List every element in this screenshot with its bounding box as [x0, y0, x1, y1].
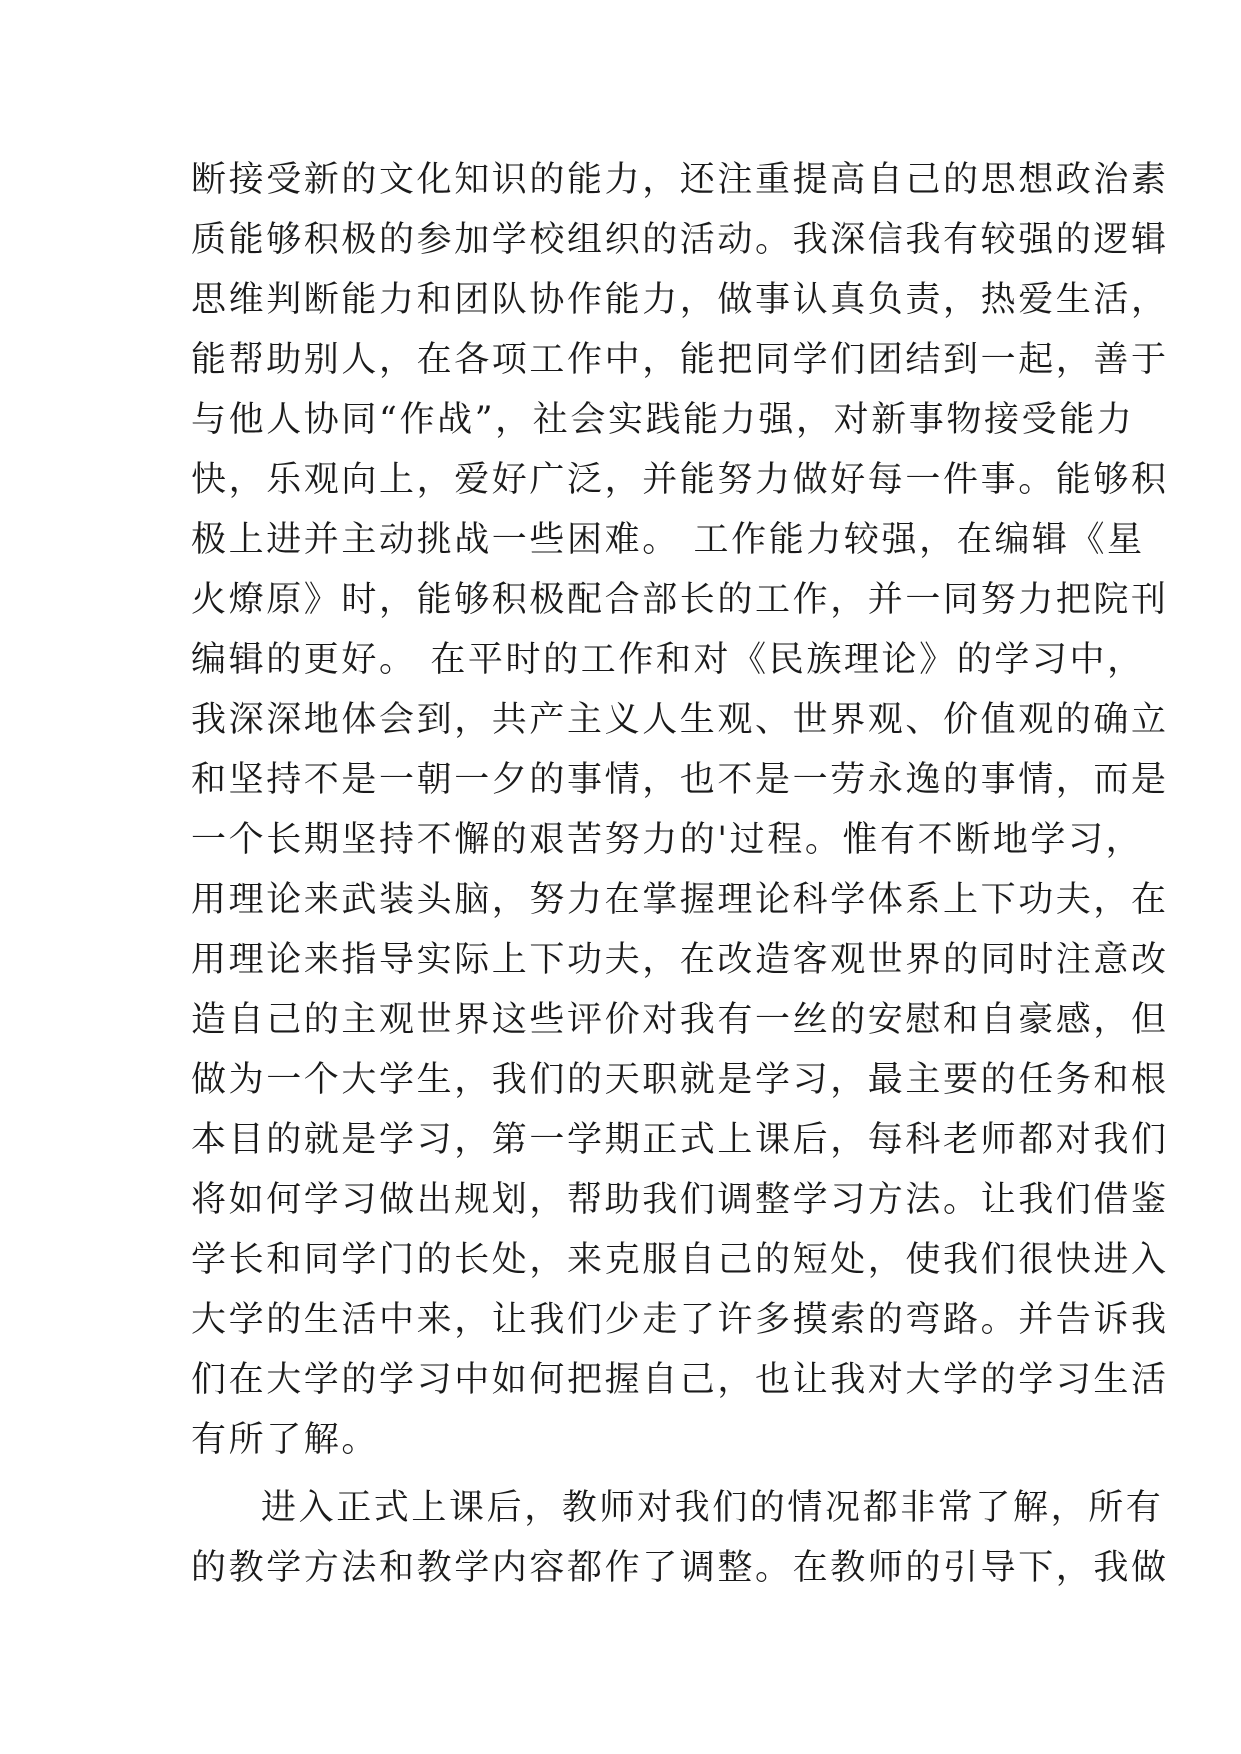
paragraph-1-line-8: 火燎原》时，能够积极配合部长的工作，并一同努力把院刊	[191, 580, 1169, 620]
paragraph-1-line-16: 做为一个大学生，我们的天职就是学习，最主要的任务和根	[191, 1060, 1169, 1100]
paragraph-1-line-6: 快，乐观向上，爱好广泛，并能努力做好每一件事。能够积	[191, 460, 1169, 500]
paragraph-1-line-15: 造自己的主观世界这些评价对我有一丝的安慰和自豪感，但	[191, 1000, 1169, 1040]
paragraph-1-line-20: 大学的生活中来，让我们少走了许多摸索的弯路。并告诉我	[191, 1300, 1169, 1340]
paragraph-1-line-11: 和坚持不是一朝一夕的事情，也不是一劳永逸的事情，而是	[191, 760, 1169, 800]
paragraph-1-line-10: 我深深地体会到，共产主义人生观、世界观、价值观的确立	[191, 700, 1169, 740]
paragraph-1-line-3: 思维判断能力和团队协作能力，做事认真负责，热爱生活，	[191, 280, 1169, 320]
paragraph-2-line-2: 的教学方法和教学内容都作了调整。在教师的引导下，我做	[191, 1548, 1169, 1588]
paragraph-1-line-17: 本目的就是学习，第一学期正式上课后，每科老师都对我们	[191, 1120, 1169, 1160]
paragraph-1-line-4: 能帮助别人，在各项工作中，能把同学们团结到一起，善于	[191, 340, 1169, 380]
paragraph-1-line-7: 极上进并主动挑战一些困难。 工作能力较强，在编辑《星	[191, 520, 1145, 560]
paragraph-1-line-18: 将如何学习做出规划，帮助我们调整学习方法。让我们借鉴	[191, 1180, 1169, 1220]
paragraph-1-line-2: 质能够积极的参加学校组织的活动。我深信我有较强的逻辑	[191, 220, 1169, 260]
paragraph-1-line-22: 有所了解。	[191, 1420, 380, 1460]
paragraph-1-line-9: 编辑的更好。 在平时的工作和对《民族理论》的学习中，	[191, 640, 1145, 680]
paragraph-1-line-1: 断接受新的文化知识的能力，还注重提高自己的思想政治素	[191, 160, 1169, 200]
paragraph-1-line-5: 与他人协同“作战”，社会实践能力强，对新事物接受能力	[191, 400, 1135, 440]
paragraph-1-line-13: 用理论来武装头脑，努力在掌握理论科学体系上下功夫，在	[191, 880, 1169, 920]
paragraph-1-line-19: 学长和同学门的长处，来克服自己的短处，使我们很快进入	[191, 1240, 1169, 1280]
paragraph-1-line-12: 一个长期坚持不懈的艰苦努力的'过程。惟有不断地学习，	[191, 820, 1144, 860]
paragraph-1-line-21: 们在大学的学习中如何把握自己，也让我对大学的学习生活	[191, 1360, 1169, 1400]
paragraph-1-line-14: 用理论来指导实际上下功夫，在改造客观世界的同时注意改	[191, 940, 1169, 980]
paragraph-2-line-1: 进入正式上课后，教师对我们的情况都非常了解，所有	[261, 1488, 1164, 1528]
